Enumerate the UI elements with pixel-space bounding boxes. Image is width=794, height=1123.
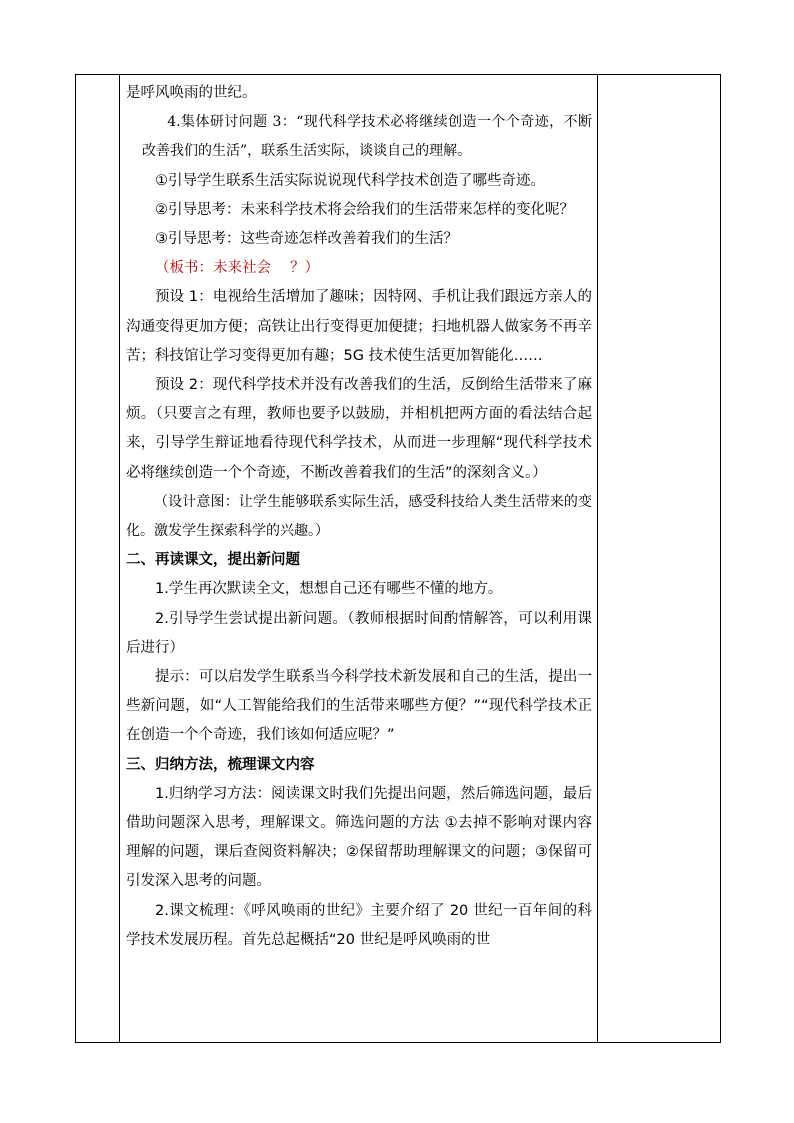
section-heading-3: 三、归纳方法，梳理课文内容 [126, 756, 315, 773]
content-cell [120, 75, 598, 1043]
preset-2: 预设 2：现代科学技术并没有改善我们的生活，反倒给生活带来了麻烦。（只要言之有理，教师也要予以鼓励，并相机把两方面的看法结合起来，引导学生辩证地看待现代科学技术，从而进一步理解“现代科学技术必将继续创造一个个奇迹，不断改善着我们的生活”的深刻含义。） [126, 377, 592, 481]
right-column-cell [598, 75, 721, 1043]
hint: 提示：可以启发学生联系当今科学技术新发展和自己的生活，提出一些新问题，如“人工智能给我们的生活带来哪些方便？”“现代科学技术正在创造一个个奇迹，我们该如何适应呢？” [126, 669, 592, 744]
section-heading-2: 二、再读课文，提出新问题 [126, 552, 300, 569]
preset-1: 预设 1：电视给生活增加了趣味；因特网、手机让我们跟远方亲人的沟通变得更加方便；高铁让出行变得更加便捷；扫地机器人做家务不再辛苦；科技馆让学习变得更加有趣；5G 技术使生活更加智能化…… [126, 289, 592, 364]
lesson-plan-table [75, 74, 721, 1043]
lesson-content [120, 75, 597, 955]
table-row [76, 75, 721, 1043]
guide-point-1: ①引导学生联系生活实际说说现代科学技术创造了哪些奇迹。 [155, 172, 545, 189]
paragraph-line: 是呼风唤雨的世纪。 [126, 85, 257, 101]
text-outline: 2.课文梳理：《呼风唤雨的世纪》主要介绍了 20 世纪一百年间的科学技术发展历程。首先总起概括“20 世纪是呼风唤雨的世 [126, 902, 592, 948]
guide-point-2: ②引导思考：未来科学技术将会给我们的生活带来怎样的变化呢？ [155, 201, 574, 218]
design-intent: （设计意图：让学生能够联系实际生活，感受科技给人类生活带来的变化。激发学生探索科学的兴趣。） [126, 493, 592, 540]
discussion-question-3: 4.集体研讨问题 3：“现代科学技术必将继续创造一个个奇迹，不断改善我们的生活”，联系生活实际，谈谈自己的理解。 [142, 114, 592, 160]
step-2: 2.引导学生尝试提出新问题。（教师根据时间酌情解答，可以利用课后进行） [126, 610, 592, 656]
left-column-cell [76, 75, 120, 1043]
step-1: 1.学生再次默读全文，想想自己还有哪些不懂的地方。 [155, 581, 503, 598]
guide-point-3: ③引导思考：这些奇迹怎样改善着我们的生活？ [155, 231, 458, 248]
method-summary: 1.归纳学习方法：阅读课文时我们先提出问题，然后筛选问题，最后借助问题深入思考，理解课文。筛选问题的方法 ①去掉不影响对课内容理解的问题，课后查阅资料解决；②保留帮助理解课文的问题；③保留可引发深入思考的问题。 [126, 785, 592, 890]
board-note: （板书：未来社会 ？） [155, 260, 320, 277]
